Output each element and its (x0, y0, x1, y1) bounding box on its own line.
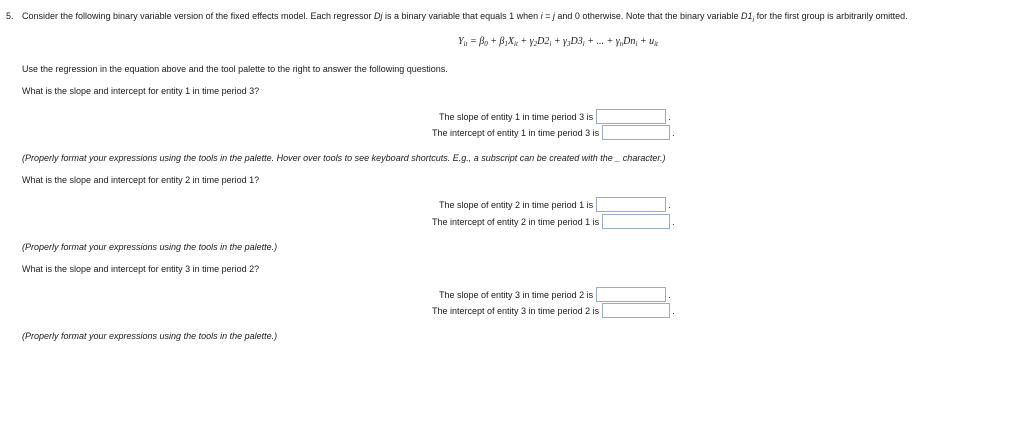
part2-intercept-period: . (672, 216, 675, 227)
part2-format-note: (Properly format your expressions using the tools in the palette.) (22, 242, 278, 252)
question-intro (22, 11, 908, 24)
part2-intercept-row (432, 213, 675, 229)
part1-prompt: What is the slope and intercept for entity 1 in time period 3? (22, 86, 260, 96)
part3-intercept-label: The intercept of entity 3 in time period 2 is (432, 305, 600, 316)
intro-text-1: Consider the following binary variable version of the fixed effects model. Each regressor (22, 11, 375, 21)
part3-intercept-row (432, 302, 675, 318)
part1-intercept-label: The intercept of entity 1 in time period 3 is (432, 127, 600, 138)
part3-intercept-input[interactable] (602, 303, 670, 318)
intro-text-2: is a binary variable that equals 1 when (382, 11, 541, 21)
intro-cond-j: j (552, 11, 555, 21)
fixed-effects-equation: $Y_{it} = \beta_0 + \beta_1X_{it} + \gamma_2D2_i + \gamma_3D3_i$ + ... + $\gamma_nDn_i + u_{it}$ (458, 36, 658, 48)
part1-slope-input[interactable] (596, 109, 666, 124)
part3-slope-label: The slope of entity 3 in time period 2 is (439, 289, 594, 300)
intro-var-d1-sub: i (752, 16, 755, 24)
part1-format-note: (Properly format your expressions using the tools in the palette. Hover over tools to see keyboard shortcuts. E.g., a subscript can be created with the _ character.) (22, 153, 666, 163)
part1-slope-label: The slope of entity 1 in time period 3 is (439, 111, 594, 122)
part1-intercept-period: . (672, 127, 675, 138)
part1-slope-period: . (668, 111, 671, 122)
intro-var-dj: Dj (374, 11, 383, 21)
part2-slope-row (439, 196, 671, 212)
part2-intercept-label: The intercept of entity 2 in time period 1 is (432, 216, 600, 227)
part1-intercept-input[interactable] (602, 125, 670, 140)
part2-intercept-input[interactable] (602, 214, 670, 229)
part2-slope-label: The slope of entity 2 in time period 1 is (439, 199, 594, 210)
part2-slope-period: . (668, 199, 671, 210)
intro-text-4: and 0 otherwise. Note that the binary variable (554, 11, 741, 21)
part3-format-note: (Properly format your expressions using the tools in the palette.) (22, 331, 278, 341)
part3-intercept-period: . (672, 305, 675, 316)
intro-text-3: = (542, 11, 553, 21)
part1-slope-row (439, 108, 671, 124)
part3-prompt: What is the slope and intercept for entity 3 in time period 2? (22, 264, 260, 274)
instructions-text: Use the regression in the equation above and the tool palette to the right to answer the following questions. (22, 64, 448, 74)
part3-slope-period: . (668, 289, 671, 300)
intro-cond-i: i (540, 11, 543, 21)
question-number: 5. (6, 11, 14, 21)
part1-intercept-row (432, 124, 675, 140)
intro-var-d1: D1 (740, 11, 753, 21)
part2-prompt: What is the slope and intercept for entity 2 in time period 1? (22, 175, 260, 185)
part3-slope-row (439, 286, 671, 302)
part3-slope-input[interactable] (596, 287, 666, 302)
intro-text-5: for the first group is arbitrarily omitted. (754, 11, 908, 21)
part2-slope-input[interactable] (596, 197, 666, 212)
